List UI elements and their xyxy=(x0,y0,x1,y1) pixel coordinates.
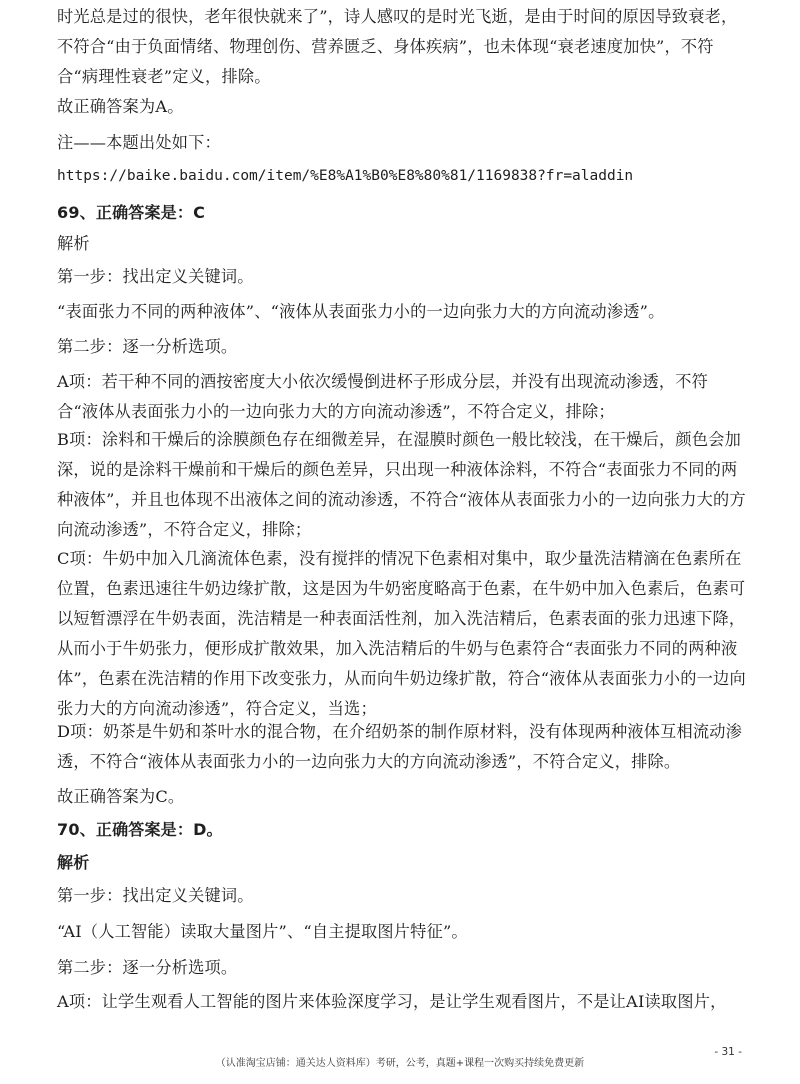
q69-keywords-block xyxy=(57,297,747,327)
text-source-note: 注——本题出处如下： xyxy=(57,133,221,152)
paragraph-q68-answer xyxy=(57,92,747,122)
q70-step2: 第二步：逐一分析选项。 xyxy=(57,958,238,977)
paragraph-source-note xyxy=(57,128,747,158)
q69-step1: 第一步：找出定义关键词。 xyxy=(57,267,254,286)
q70-heading: 70、正确答案是：D。 xyxy=(57,820,223,839)
page-number: - 31 - xyxy=(714,1046,742,1058)
q69-option-d-block xyxy=(57,717,747,777)
q69-analysis-label: 解析 xyxy=(57,234,90,253)
q69-option-d: D项：奶茶是牛奶和茶叶水的混合物，在介绍奶茶的制作原材料，没有体现两种液体互相流动渗透，不符合“液体从表面张力小的一边向张力大的方向流动渗透”，不符合定义，排除。 xyxy=(57,722,743,771)
text-q68-conclusion-context: 时光总是过的很快，老年很快就来了”，诗人感叹的是时光飞逝，是由于时间的原因导致衰老，不符合“由于负面情绪、物理创伤、营养匮乏、身体疾病”，也未体现“衰老速度加快”，不符合“病理性衰老”定义，排除。 xyxy=(57,7,738,86)
paragraph-q68-explanation xyxy=(57,2,747,92)
q69-answer: 故正确答案为C。 xyxy=(57,787,185,806)
q69-option-b-block xyxy=(57,425,747,545)
q69-heading: 69、正确答案是：C xyxy=(57,203,206,222)
q69-step2-block xyxy=(57,332,747,362)
q70-step1-block xyxy=(57,881,747,911)
q69-answer-block xyxy=(57,782,747,812)
q69-option-b: B项：涂料和干燥后的涂膜颜色存在细微差异，在湿膜时颜色一般比较浅，在干燥后，颜色会加深，说的是涂料干燥前和干燥后的颜色差异，只出现一种液体涂料，不符合“表面张力不同的两种液体”，并且也体现不出液体之间的流动渗透，不符合“液体从表面张力小的一边向张力大的方向流动渗透”，不符合定义，排除； xyxy=(57,430,746,539)
q69-keywords: “表面张力不同的两种液体”、“液体从表面张力小的一边向张力大的方向流动渗透”。 xyxy=(57,302,665,321)
q70-option-a-block xyxy=(57,987,747,1017)
q69-option-a: A项：若干种不同的酒按密度大小依次缓慢倒进杯子形成分层，并没有出现流动渗透，不符合“液体从表面张力小的一边向张力大的方向流动渗透”，不符合定义，排除； xyxy=(57,372,708,421)
q70-keywords-block xyxy=(57,917,747,947)
q69-step1-block xyxy=(57,262,747,292)
q69-heading-block xyxy=(57,198,747,228)
paragraph-source-url xyxy=(57,161,747,191)
q70-analysis-label: 解析 xyxy=(57,853,90,872)
page-footer-note: （认准淘宝店铺：通关达人资料库）考研，公考，真题+课程一次购买持续免费更新 xyxy=(215,1058,585,1069)
q70-step1: 第一步：找出定义关键词。 xyxy=(57,886,254,905)
source-url-link[interactable]: https://baike.baidu.com/item/%E8%A1%B0%E8%80%81/1169838?fr=aladdin xyxy=(57,168,634,184)
q70-keywords: “AI（人工智能）读取大量图片”、“自主提取图片特征”。 xyxy=(57,922,468,941)
q70-heading-block xyxy=(57,815,747,845)
q70-step2-block xyxy=(57,953,747,983)
q69-analysis-label-block xyxy=(57,229,747,259)
q69-option-a-block xyxy=(57,367,747,427)
q69-option-c: C项：牛奶中加入几滴流体色素，没有搅拌的情况下色素相对集中，取少量洗洁精滴在色素所在位置，色素迅速往牛奶边缘扩散，这是因为牛奶密度略高于色素，在牛奶中加入色素后，色素可以短暂漂浮在牛奶表面，洗洁精是一种表面活性剂，加入洗洁精后，色素表面的张力迅速下降，从而小于牛奶张力，便形成扩散效果，加入洗洁精后的牛奶与色素符合“表面张力不同的两种液体”，色素在洗洁精的作用下改变张力，从而向牛奶边缘扩散，符合“液体从表面张力小的一边向张力大的方向流动渗透”，符合定义，当选； xyxy=(57,549,746,718)
text-q68-answer: 故正确答案为A。 xyxy=(57,97,184,116)
q70-option-a: A项：让学生观看人工智能的图片来体验深度学习，是让学生观看图片，不是让AI读取图片， xyxy=(57,992,727,1011)
q69-step2: 第二步：逐一分析选项。 xyxy=(57,337,238,356)
q69-option-c-block xyxy=(57,544,747,724)
q70-analysis-label-block xyxy=(57,848,747,878)
